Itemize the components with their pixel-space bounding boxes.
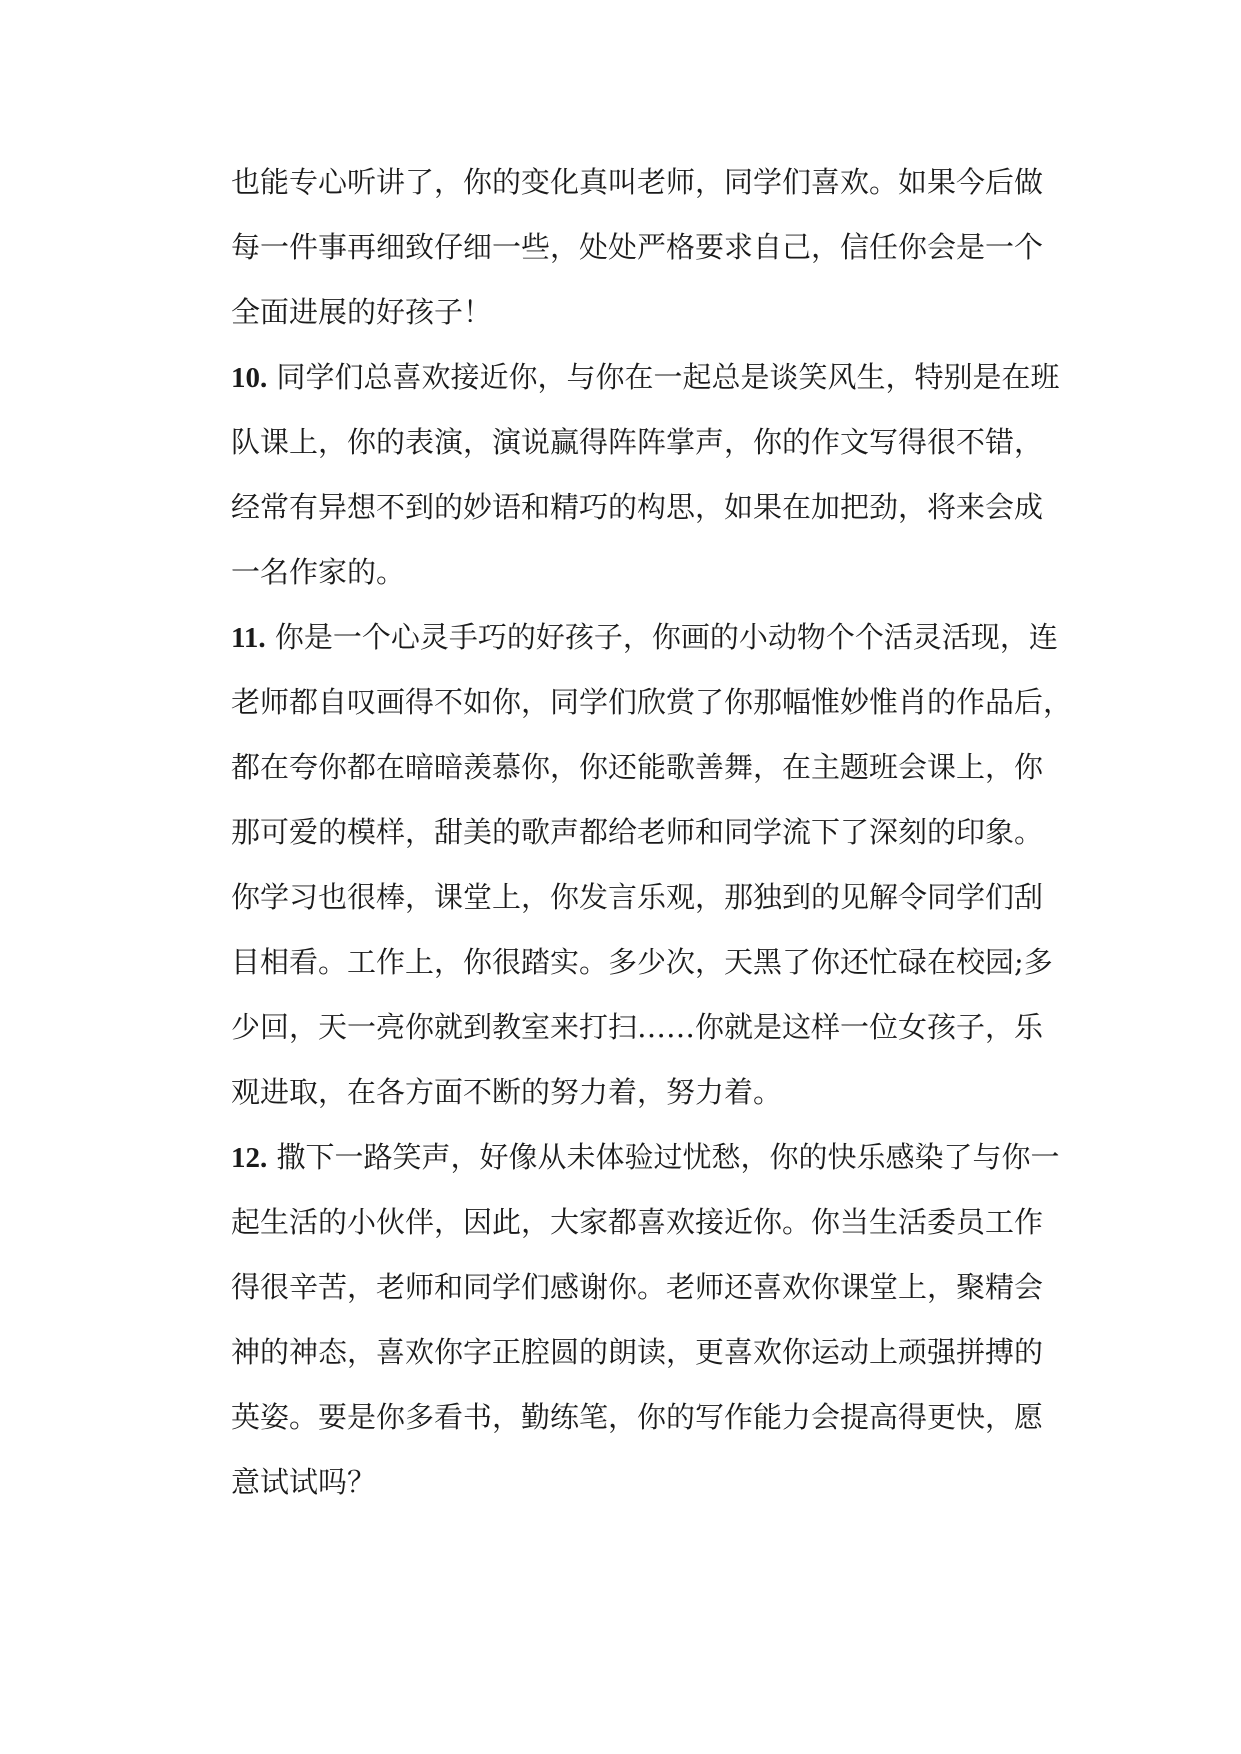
paragraph-line: 英姿。要是你多看书，勤练笔，你的写作能力会提高得更快，愿: [231, 1400, 1044, 1434]
paragraph-line: 每一件事再细致仔细一些，处处严格要求自己，信任你会是一个: [231, 230, 1044, 264]
paragraph-line: 撒下一路笑声，好像从未体验过忧愁，你的快乐感染了与你一: [267, 1140, 1060, 1174]
paragraph-line: 都在夸你都在暗暗羡慕你，你还能歌善舞，在主题班会课上，你: [231, 750, 1044, 784]
paragraph-line: 队课上，你的表演，演说赢得阵阵掌声，你的作文写得很不错，: [231, 425, 1044, 459]
item-number: 11.: [231, 622, 266, 654]
paragraph-line: 得很辛苦，老师和同学们感谢你。老师还喜欢你课堂上，聚精会: [231, 1270, 1044, 1304]
item-number: 12.: [231, 1142, 268, 1174]
paragraph-line: 你是一个心灵手巧的好孩子，你画的小动物个个活灵活现，连: [265, 620, 1058, 654]
paragraph-line: 意试试吗？: [231, 1465, 377, 1499]
paragraph-line: 神的神态，喜欢你字正腔圆的朗读，更喜欢你运动上顽强拼搏的: [231, 1335, 1044, 1369]
item-11-first-line: [231, 617, 1058, 658]
paragraph-line: 也能专心听讲了，你的变化真叫老师，同学们喜欢。如果今后做: [231, 165, 1044, 199]
item-10-first-line: [231, 357, 1060, 398]
paragraph-line: 全面进展的好孩子！: [231, 295, 493, 329]
paragraph-line: 少回，天一亮你就到教室来打扫……你就是这样一位女孩子，乐: [231, 1010, 1044, 1044]
paragraph-line: 目相看。工作上，你很踏实。多少次，天黑了你还忙碌在校园;多: [231, 945, 1053, 979]
item-number: 10.: [231, 362, 268, 394]
paragraph-line: 观进取，在各方面不断的努力着，努力着。: [231, 1075, 783, 1109]
paragraph-line: 那可爱的模样，甜美的歌声都给老师和同学流下了深刻的印象。: [231, 815, 1044, 849]
paragraph-line: 起生活的小伙伴，因此，大家都喜欢接近你。你当生活委员工作: [231, 1205, 1044, 1239]
item-12-first-line: [231, 1137, 1060, 1178]
paragraph-line: 老师都自叹画得不如你，同学们欣赏了你那幅惟妙惟肖的作品后，: [231, 685, 1073, 719]
paragraph-line: 一名作家的。: [231, 555, 406, 589]
paragraph-line: 你学习也很棒，课堂上，你发言乐观，那独到的见解令同学们刮: [231, 880, 1044, 914]
paragraph-line: 同学们总喜欢接近你，与你在一起总是谈笑风生，特别是在班: [267, 360, 1060, 394]
paragraph-line: 经常有异想不到的妙语和精巧的构思，如果在加把劲，将来会成: [231, 490, 1044, 524]
